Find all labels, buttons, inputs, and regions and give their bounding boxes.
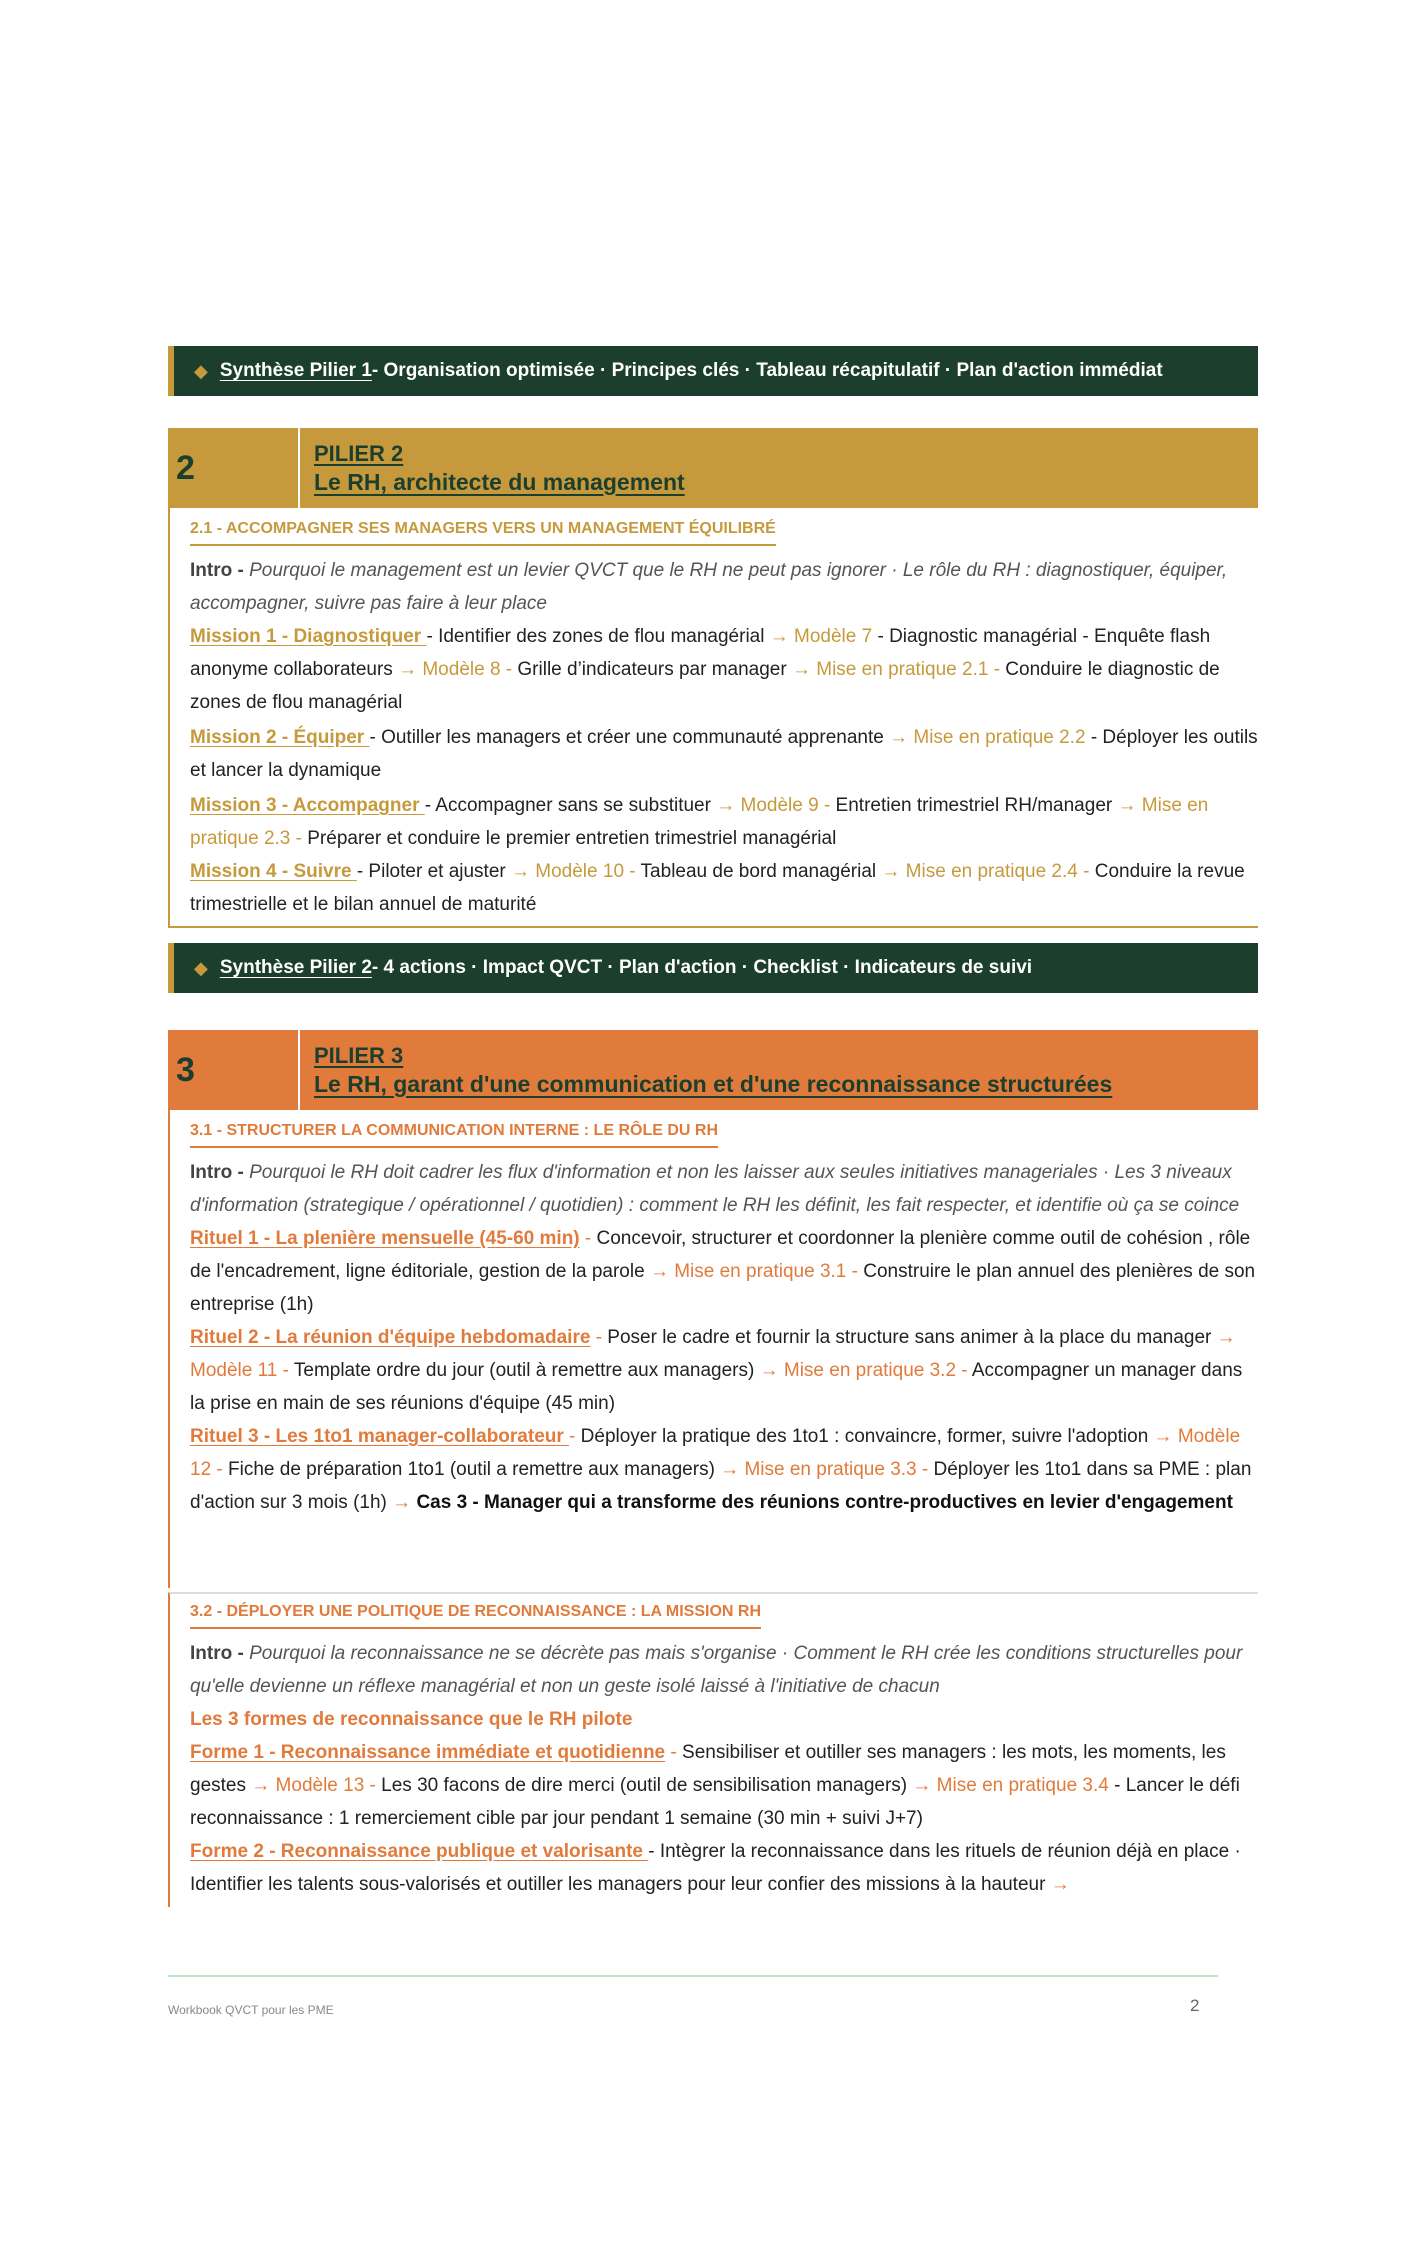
- pilier-2-label[interactable]: PILIER 2: [314, 440, 404, 466]
- section-3-2-content: [168, 1592, 1258, 1907]
- modele-10-link[interactable]: → Modèle 10 -: [511, 861, 636, 882]
- mise-en-pratique-3-3-link[interactable]: → Mise en pratique 3.3 -: [720, 1459, 929, 1480]
- rituel-1: Rituel 1 - La plenière mensuelle (45-60 min) - Concevoir, structurer et coordonner la plenière comme outil de cohésion , rôle de l'encadrement, ligne éditoriale, gestion de la parole → Mise en pratique 3.1 - Construire le plan annuel des plenières de son entreprise (1h): [190, 1228, 1256, 1315]
- rituel-2: Rituel 2 - La réunion d'équipe hebdomadaire - Poser le cadre et fournir la structure sans animer à la place du manager → Modèle 11 - Template ordre du jour (outil à remettre aux managers) → Mise en pratique 3.2 - Accompagner un manager dans la prise en main de ses réunions d'équipe (45 min): [190, 1327, 1243, 1414]
- mission-4-link[interactable]: Mission 4 - Suivre: [190, 861, 357, 882]
- section-2-1-intro: Intro - Pourquoi le management est un levier QVCT que le RH ne peut pas ignorer · Le rôle du RH : diagnostiquer, équiper, accompagner, suivre pas faire à leur place: [190, 560, 1228, 614]
- section-3-2-intro: Intro - Pourquoi la reconnaissance ne se décrète pas mais s'organise · Comment le RH crée les conditions structurelles pour qu'elle devienne un réflexe managérial et non un geste isolé laissé à l'initiative de chacun: [190, 1643, 1243, 1697]
- arrow-right-icon[interactable]: →: [1050, 1874, 1070, 1895]
- diamond-icon: ◆: [194, 360, 208, 381]
- mission-2-link[interactable]: Mission 2 - Équiper: [190, 727, 370, 748]
- modele-7-link[interactable]: → Modèle 7: [769, 626, 873, 647]
- pilier-3-header: [168, 1030, 1258, 1110]
- pilier-3-number: 3: [176, 1050, 195, 1089]
- synthese-pilier-1-text: - Organisation optimisée · Principes clés · Tableau récapitulatif · Plan d'action immédiat: [371, 360, 1163, 381]
- mise-en-pratique-3-2-link[interactable]: → Mise en pratique 3.2 -: [759, 1360, 968, 1381]
- page-number: 2: [1190, 1996, 1200, 2015]
- mission-1: Mission 1 - Diagnostiquer - Identifier des zones de flou managérial → Modèle 7 - Diagnostic managérial - Enquête flash anonyme collaborateurs → Modèle 8 - Grille d’indicateurs par manager → Mise en pratique 2.1 - Conduire le diagnostic de zones de flou managérial: [190, 626, 1220, 713]
- pilier-2-header: [168, 428, 1258, 508]
- forme-1-link[interactable]: Forme 1 - Reconnaissance immédiate et quotidienne: [190, 1742, 666, 1763]
- mission-4: Mission 4 - Suivre - Piloter et ajuster → Modèle 10 - Tableau de bord managérial → Mise en pratique 2.4 - Conduire la revue trimestrielle et le bilan annuel de maturité: [190, 861, 1245, 915]
- cas-3-link[interactable]: Cas 3 - Manager qui a transforme des réunions contre-productives en levier d'engagement: [416, 1492, 1233, 1513]
- pilier-2-subtitle[interactable]: Le RH, architecte du management: [314, 468, 685, 495]
- modele-9-link[interactable]: → Modèle 9 -: [716, 795, 831, 816]
- mise-en-pratique-3-1-link[interactable]: → Mise en pratique 3.1 -: [649, 1261, 858, 1282]
- mise-en-pratique-3-4-link[interactable]: → Mise en pratique 3.4: [912, 1775, 1109, 1796]
- modele-11-link[interactable]: → Modèle 11 -: [190, 1327, 1236, 1381]
- section-3-2-title[interactable]: 3.2 - DÉPLOYER UNE POLITIQUE DE RECONNAISSANCE : LA MISSION RH: [190, 1601, 761, 1629]
- mission-1-link[interactable]: Mission 1 - Diagnostiquer: [190, 626, 427, 647]
- mise-en-pratique-2-2-link[interactable]: → Mise en pratique 2.2: [889, 727, 1086, 748]
- diamond-icon: ◆: [194, 957, 208, 978]
- mise-en-pratique-2-1-link[interactable]: → Mise en pratique 2.1 -: [791, 659, 1001, 680]
- pilier-2-content: [168, 508, 1258, 928]
- section-3-1-content: [168, 1110, 1258, 1588]
- forme-1: Forme 1 - Reconnaissance immédiate et quotidienne - Sensibiliser et outiller ses managers : les mots, les moments, les gestes → Modèle 13 - Les 30 facons de dire merci (outil de sensibilisation managers) → Mise en pratique 3.4 - Lancer le défi reconnaissance : 1 remerciement cible par jour pendant 1 semaine (30 min + suivi J+7): [190, 1742, 1240, 1829]
- section-3-1-title[interactable]: 3.1 - STRUCTURER LA COMMUNICATION INTERNE : LE RÔLE DU RH: [190, 1120, 718, 1148]
- section-3-1-intro: Intro - Pourquoi le RH doit cadrer les flux d'information et non les laisser aux seules initiatives manageriales · Les 3 niveaux d'information (strategique / opérationnel / quotidien) : comment le RH les définit, les fait respecter, et identifie où ça se coince: [190, 1162, 1240, 1216]
- footer-title: Workbook QVCT pour les PME: [168, 2003, 334, 2017]
- pilier-3-subtitle[interactable]: Le RH, garant d'une communication et d'une reconnaissance structurées: [314, 1070, 1113, 1097]
- synthese-pilier-2-bar[interactable]: [168, 943, 1258, 993]
- synthese-pilier-1-bar[interactable]: [168, 346, 1258, 396]
- mise-en-pratique-2-3-link[interactable]: → Mise en pratique 2.3 -: [190, 795, 1209, 849]
- rituel-2-link[interactable]: Rituel 2 - La réunion d'équipe hebdomadaire: [190, 1327, 591, 1348]
- synthese-pilier-2-text: - 4 actions · Impact QVCT · Plan d'action · Checklist · Indicateurs de suivi: [371, 957, 1033, 978]
- mission-3: Mission 3 - Accompagner - Accompagner sans se substituer → Modèle 9 - Entretien trimestriel RH/manager → Mise en pratique 2.3 - Préparer et conduire le premier entretien trimestriel managérial: [190, 795, 1209, 849]
- mission-3-link[interactable]: Mission 3 - Accompagner: [190, 795, 425, 816]
- pilier-3-label[interactable]: PILIER 3: [314, 1042, 404, 1068]
- rituel-3-link[interactable]: Rituel 3 - Les 1to1 manager-collaborateur: [190, 1426, 570, 1447]
- synthese-pilier-2-link[interactable]: Synthèse Pilier 2: [219, 957, 372, 978]
- modele-8-link[interactable]: → Modèle 8 -: [398, 659, 513, 680]
- section-2-1-title[interactable]: 2.1 - ACCOMPAGNER SES MANAGERS VERS UN MANAGEMENT ÉQUILIBRÉ: [190, 518, 776, 546]
- modele-12-link[interactable]: → Modèle 12 -: [190, 1426, 1241, 1480]
- pilier-2-number: 2: [176, 448, 195, 487]
- mise-en-pratique-2-4-link[interactable]: → Mise en pratique 2.4 -: [881, 861, 1090, 882]
- forme-2-link[interactable]: Forme 2 - Reconnaissance publique et valorisante: [190, 1841, 649, 1862]
- synthese-pilier-1-link[interactable]: Synthèse Pilier 1: [219, 360, 372, 381]
- modele-13-link[interactable]: → Modèle 13 -: [251, 1775, 376, 1796]
- rituel-3: Rituel 3 - Les 1to1 manager-collaborateur - Déployer la pratique des 1to1 : convaincre, former, suivre l'adoption → Modèle 12 - Fiche de préparation 1to1 (outil a remettre aux managers) → Mise en pratique 3.3 - Déployer les 1to1 dans sa PME : plan d'action sur 3 mois (1h) → Cas 3 - Manager qui a transforme des réunions contre-productives en levier d'engagement: [190, 1426, 1252, 1513]
- footer-divider: [168, 1975, 1218, 1977]
- mission-2: Mission 2 - Équiper - Outiller les managers et créer une communauté apprenante → Mise en pratique 2.2 - Déployer les outils et lancer la dynamique: [190, 727, 1258, 781]
- forme-2: Forme 2 - Reconnaissance publique et valorisante - Intègrer la reconnaissance dans les rituels de réunion déjà en place · Identifier les talents sous-valorisés et outiller les managers pour leur confier des missions à la hauteur →: [190, 1841, 1241, 1895]
- rituel-1-link[interactable]: Rituel 1 - La plenière mensuelle (45-60 min): [190, 1228, 580, 1249]
- forms-heading: Les 3 formes de reconnaissance que le RH pilote: [190, 1709, 633, 1730]
